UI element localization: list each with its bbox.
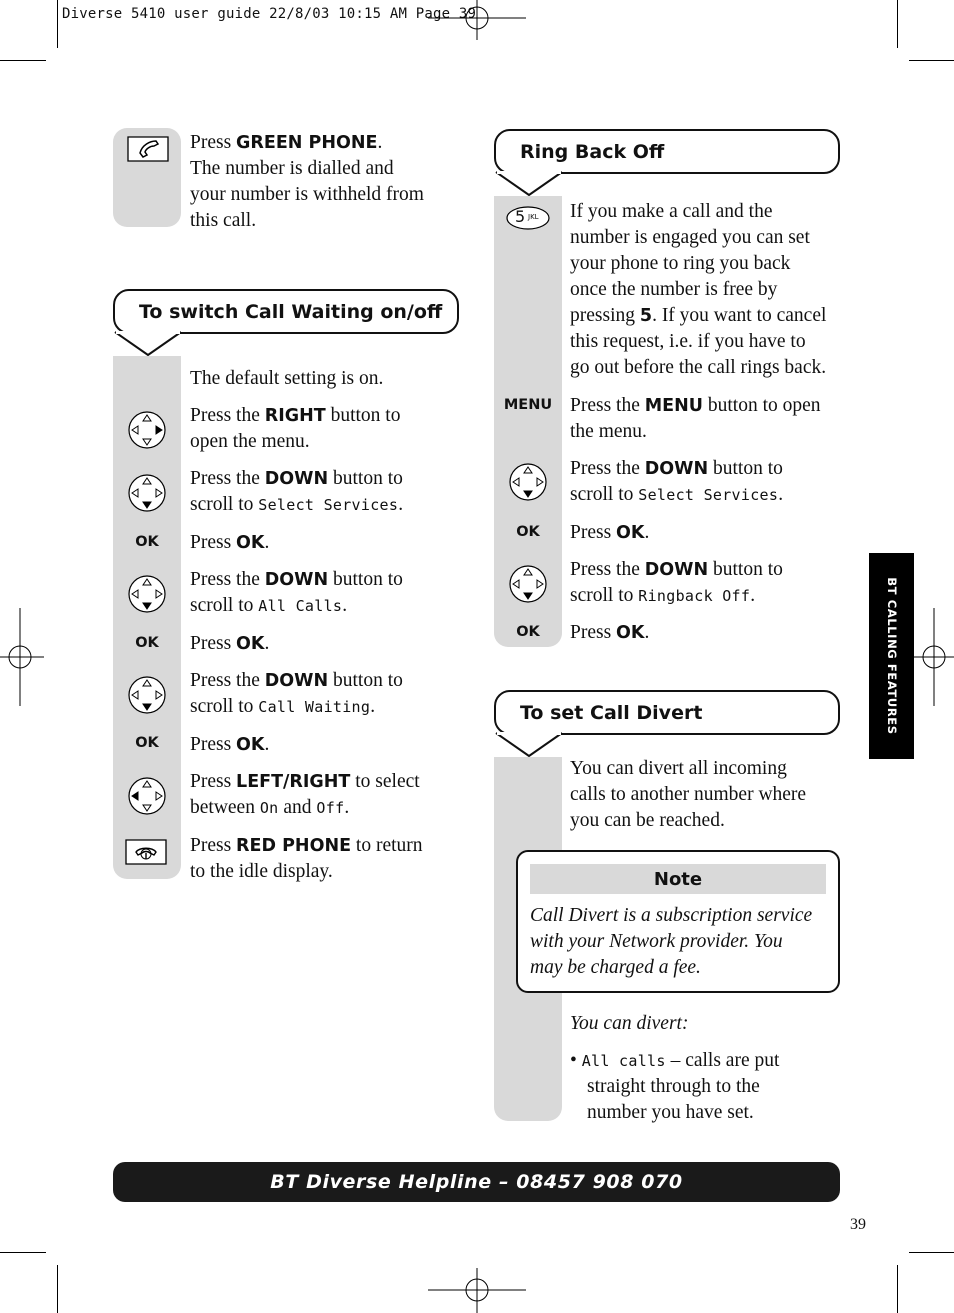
page-number: 39	[850, 1216, 866, 1233]
step-ok: Press OK.	[570, 522, 650, 543]
note-body: Call Divert is a subscription service with your Network provider. You may be charged a fee.	[530, 905, 813, 978]
header-tail	[494, 171, 564, 198]
section-title-call-waiting: To switch Call Waiting on/off	[113, 289, 459, 334]
ok-key-label: OK	[516, 624, 540, 640]
step-down-ringback-off: Press the DOWN button to scroll to Ringback Off.	[570, 559, 783, 606]
nav-down-icon	[508, 564, 548, 604]
ok-key-label: OK	[135, 635, 159, 651]
divert-description: You can divert all incoming calls to another number where you can be reached.	[570, 758, 807, 831]
note-title: Note	[530, 864, 826, 894]
registration-mark-top	[428, 0, 526, 40]
crop-mark	[909, 1252, 954, 1253]
step-menu: Press the MENU button to open the menu.	[570, 395, 821, 442]
step-down-all-calls: Press the DOWN button to scroll to All Calls.	[190, 569, 403, 616]
step-ok: Press OK.	[190, 633, 270, 654]
nav-down-icon	[508, 462, 548, 502]
section-side-tab: BT CALLING FEATURES	[869, 553, 914, 759]
bullet-all-calls: • All calls – calls are put straight through to the number you have set.	[570, 1050, 780, 1123]
green-phone-icon	[124, 135, 172, 163]
registration-mark-left	[0, 608, 44, 706]
section-title-call-divert: To set Call Divert	[494, 690, 840, 735]
ok-key-label: OK	[516, 524, 540, 540]
print-slug-line: Diverse 5410 user guide 22/8/03 10:15 AM Page 39	[62, 6, 477, 22]
crop-mark	[0, 1252, 46, 1253]
crop-mark	[897, 0, 898, 48]
nav-down-icon	[127, 675, 167, 715]
header-tail	[494, 732, 564, 759]
header-tail	[113, 331, 183, 358]
crop-mark	[909, 60, 954, 61]
step-down-select-services: Press the DOWN button to scroll to Select Services.	[570, 458, 784, 505]
ring-back-description: If you make a call and the number is engaged you can set your phone to ring you back once the number is free by pressing 5. If you want to cancel this request, i.e. if you have to go out before the call rings back.	[570, 201, 827, 378]
key-5-letters: JKL	[528, 213, 539, 221]
step-ok: Press OK.	[190, 532, 270, 553]
nav-down-icon	[127, 574, 167, 614]
you-can-divert-label: You can divert:	[570, 1013, 689, 1034]
red-phone-icon	[122, 838, 170, 866]
crop-mark	[897, 1265, 898, 1313]
nav-down-icon	[127, 473, 167, 513]
green-phone-instruction: Press GREEN PHONE. The number is dialled and your number is withheld from this call.	[190, 132, 424, 231]
key-5-digit: 5	[515, 207, 526, 226]
nav-right-icon	[127, 410, 167, 450]
step-down-call-waiting: Press the DOWN button to scroll to Call Waiting.	[190, 670, 403, 717]
nav-left-right-icon	[127, 776, 167, 816]
ok-key-label: OK	[135, 735, 159, 751]
menu-key-label: MENU	[503, 397, 553, 413]
step-red-phone: Press RED PHONE to return to the idle display.	[190, 835, 423, 882]
note-box	[516, 850, 840, 993]
registration-mark-bottom	[428, 1268, 526, 1313]
step-down-select-services: Press the DOWN button to scroll to Select Services.	[190, 468, 404, 515]
crop-mark	[0, 60, 46, 61]
section-title-ring-back-off: Ring Back Off	[494, 129, 840, 174]
registration-mark-right	[910, 608, 954, 706]
helpline-footer: BT Diverse Helpline – 08457 908 070	[113, 1162, 840, 1202]
default-setting-text: The default setting is on.	[190, 368, 384, 389]
step-ok: Press OK.	[570, 622, 650, 643]
ok-key-label: OK	[135, 534, 159, 550]
step-ok: Press OK.	[190, 734, 270, 755]
step-left-right: Press LEFT/RIGHT to select between On and Off.	[190, 771, 420, 818]
crop-mark	[57, 0, 58, 48]
step-right: Press the RIGHT button to open the menu.	[190, 405, 401, 452]
crop-mark	[57, 1265, 58, 1313]
